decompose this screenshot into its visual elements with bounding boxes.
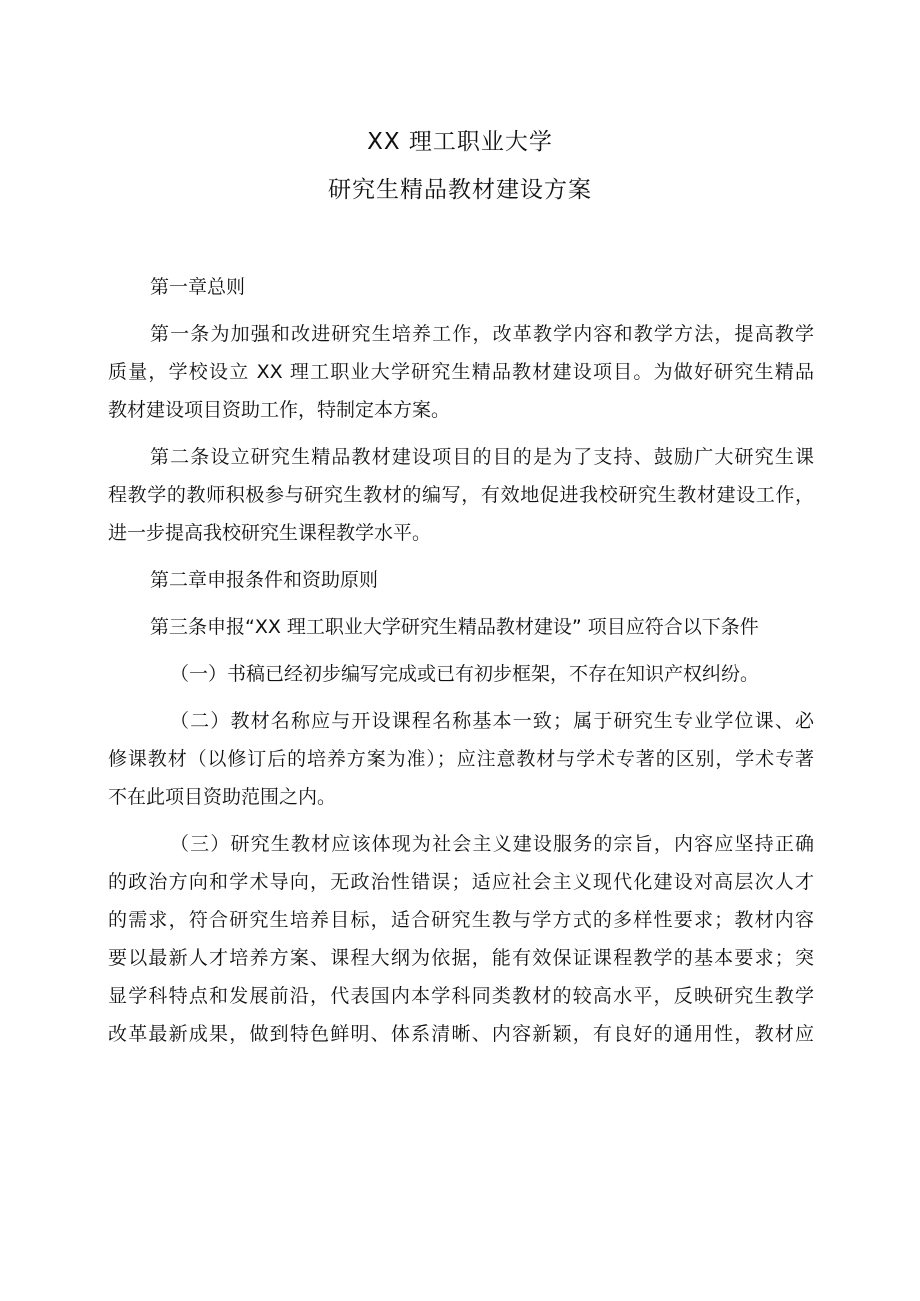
- condition-item-3-line: 的需求，符合研究生培养目标，适合研究生教与学方式的多样性要求；教材内容: [108, 909, 814, 931]
- chapter2-heading: 第二章申报条件和资助原则: [150, 569, 379, 591]
- condition-item-1: （一）书稿已经初步编写完成或已有初步框架，不存在知识产权纠纷。: [170, 663, 760, 685]
- condition-item-3: [108, 825, 814, 1053]
- article1-line: 第一条为加强和改进研究生培养工作，改革教学内容和教学方法，提高教学: [150, 323, 814, 345]
- condition-item-3-line: （三）研究生教材应该体现为社会主义建设服务的宗旨，内容应坚持正确: [170, 833, 814, 855]
- document-title-university: XX 理工职业大学: [367, 129, 553, 155]
- condition-item-3-line: 要以最新人才培养方案、课程大纲为依据，能有效保证课程教学的基本要求；突: [108, 947, 814, 969]
- article2-line: 进一步提高我校研究生课程教学水平。: [108, 522, 432, 544]
- article2-line: 程教学的教师积极参与研究生教材的编写，有效地促进我校研究生教材建设工作，: [108, 484, 814, 506]
- condition-item-2-line: （二）教材名称应与开设课程名称基本一致；属于研究生专业学位课、必: [170, 710, 814, 732]
- article3-line: 第三条申报“XX 理工职业大学研究生精品教材建设” 项目应符合以下条件: [150, 616, 759, 638]
- article1-line: 教材建设项目资助工作，特制定本方案。: [108, 399, 451, 421]
- article2-line: 第二条设立研究生精品教材建设项目的目的是为了支持、鼓励广大研究生课: [150, 446, 814, 468]
- document-title: 研究生精品教材建设方案: [328, 177, 592, 203]
- condition-item-3-line: 改革最新成果，做到特色鲜明、体系清晰、内容新颖，有良好的通用性，教材应: [108, 1023, 814, 1045]
- article1-line: 质量，学校设立 XX 理工职业大学研究生精品教材建设项目。为做好研究生精品: [108, 361, 814, 383]
- condition-item-3-line: 的政治方向和学术导向，无政治性错误；适应社会主义现代化建设对高层次人才: [108, 871, 814, 893]
- document-body: [108, 268, 814, 1053]
- condition-item-3-line: 显学科特点和发展前沿，代表国内本学科同类教材的较高水平，反映研究生教学: [108, 985, 814, 1007]
- condition-item-2: [108, 702, 814, 816]
- article2-paragraph: [108, 438, 814, 552]
- condition-item-2-line: 不在此项目资助范围之内。: [108, 786, 337, 808]
- chapter1-heading: 第一章总则: [150, 276, 246, 298]
- article1-paragraph: [108, 315, 814, 429]
- condition-item-2-line: 修课教材（以修订后的培养方案为准）；应注意教材与学术专著的区别，学术专著: [108, 748, 814, 770]
